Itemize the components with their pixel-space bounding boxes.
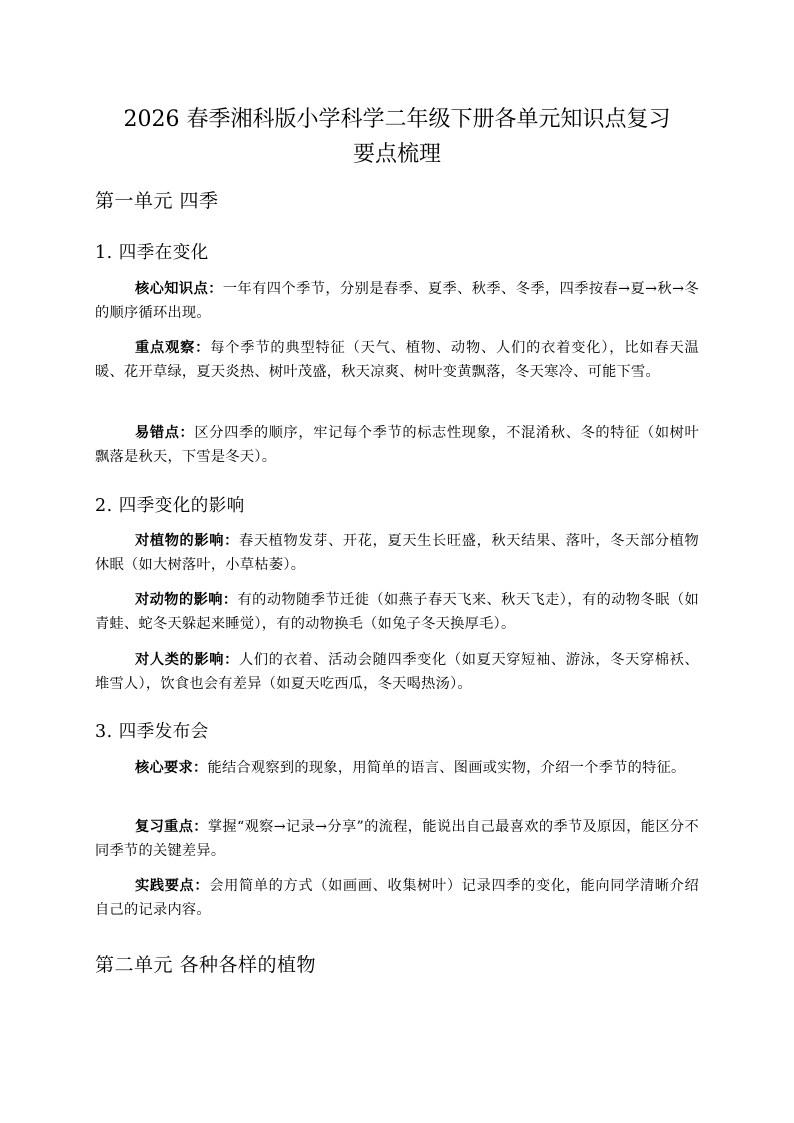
section-2-paragraph-1 [95, 529, 699, 577]
paragraph-text: 春天植物发芽、开花，夏天生长旺盛，秋天结果、落叶，冬天部分植物休眠（如大树落叶，小草枯萎）。 [95, 533, 699, 573]
paragraph-label: 易错点： [135, 425, 195, 441]
paragraph-label: 实践要点： [135, 878, 210, 894]
paragraph-text: 人们的衣着、活动会随四季变化（如夏天穿短袖、游泳，冬天穿棉袄、堆雪人），饮食也会有差异（如夏天吃西瓜，冬天喝热汤）。 [95, 652, 699, 692]
document-title-line-2: 要点梳理 [352, 142, 441, 167]
paragraph-label: 重点观察： [135, 340, 211, 356]
section-3-paragraph-1 [95, 756, 699, 780]
paragraph-text: 掌握“观察→记录→分享”的流程，能说出自己最喜欢的季节及原因，能区分不同季节的关键差异。 [95, 819, 699, 859]
paragraph-label: 核心知识点： [135, 281, 223, 297]
section-1-paragraph-3 [95, 421, 699, 469]
section-3-paragraph-2 [95, 815, 699, 863]
section-1-paragraph-2 [95, 336, 699, 384]
paragraph-text: 会用简单的方式（如画画、收集树叶）记录四季的变化，能向同学清晰介绍自己的记录内容。 [95, 878, 699, 918]
section-3-heading: 3. 四季发布会 [95, 722, 209, 742]
paragraph-text: 一年有四个季节，分别是春季、夏季、秋季、冬季，四季按春→夏→秋→冬的顺序循环出现。 [95, 281, 699, 321]
paragraph-text: 区分四季的顺序，牢记每个季节的标志性现象，不混淆秋、冬的特征（如树叶飘落是秋天，下雪是冬天）。 [95, 425, 700, 465]
unit-2-heading: 第二单元 各种各样的植物 [95, 954, 317, 976]
paragraph-label: 复习重点： [135, 819, 208, 835]
section-3-paragraph-3 [95, 874, 699, 922]
section-1-heading: 1. 四季在变化 [95, 243, 209, 263]
paragraph-text: 有的动物随季节迁徙（如燕子春天飞来、秋天飞走），有的动物冬眠（如青蛙、蛇冬天躲起来睡觉），有的动物换毛（如兔子冬天换厚毛）。 [95, 592, 699, 632]
document-title [95, 102, 699, 172]
unit-1-heading: 第一单元 四季 [95, 190, 219, 212]
paragraph-label: 对植物的影响： [135, 533, 239, 549]
paragraph-text: 每个季节的典型特征（天气、植物、动物、人们的衣着变化），比如春天温暖、花开草绿，夏天炎热、树叶茂盛，秋天凉爽、树叶变黄飘落，冬天寒冷、可能下雪。 [95, 340, 699, 380]
paragraph-label: 对动物的影响： [135, 592, 238, 608]
document-title-line-1: 2026 春季湘科版小学科学二年级下册各单元知识点复习 [123, 107, 671, 132]
section-2-paragraph-3 [95, 648, 699, 696]
paragraph-text: 能结合观察到的现象，用简单的语言、图画或实物，介绍一个季节的特征。 [207, 760, 686, 776]
paragraph-label: 核心要求： [135, 760, 208, 776]
paragraph-label: 对人类的影响： [135, 652, 239, 668]
section-1-paragraph-1 [95, 277, 699, 325]
section-2-heading: 2. 四季变化的影响 [95, 496, 245, 516]
section-2-paragraph-2 [95, 588, 699, 636]
